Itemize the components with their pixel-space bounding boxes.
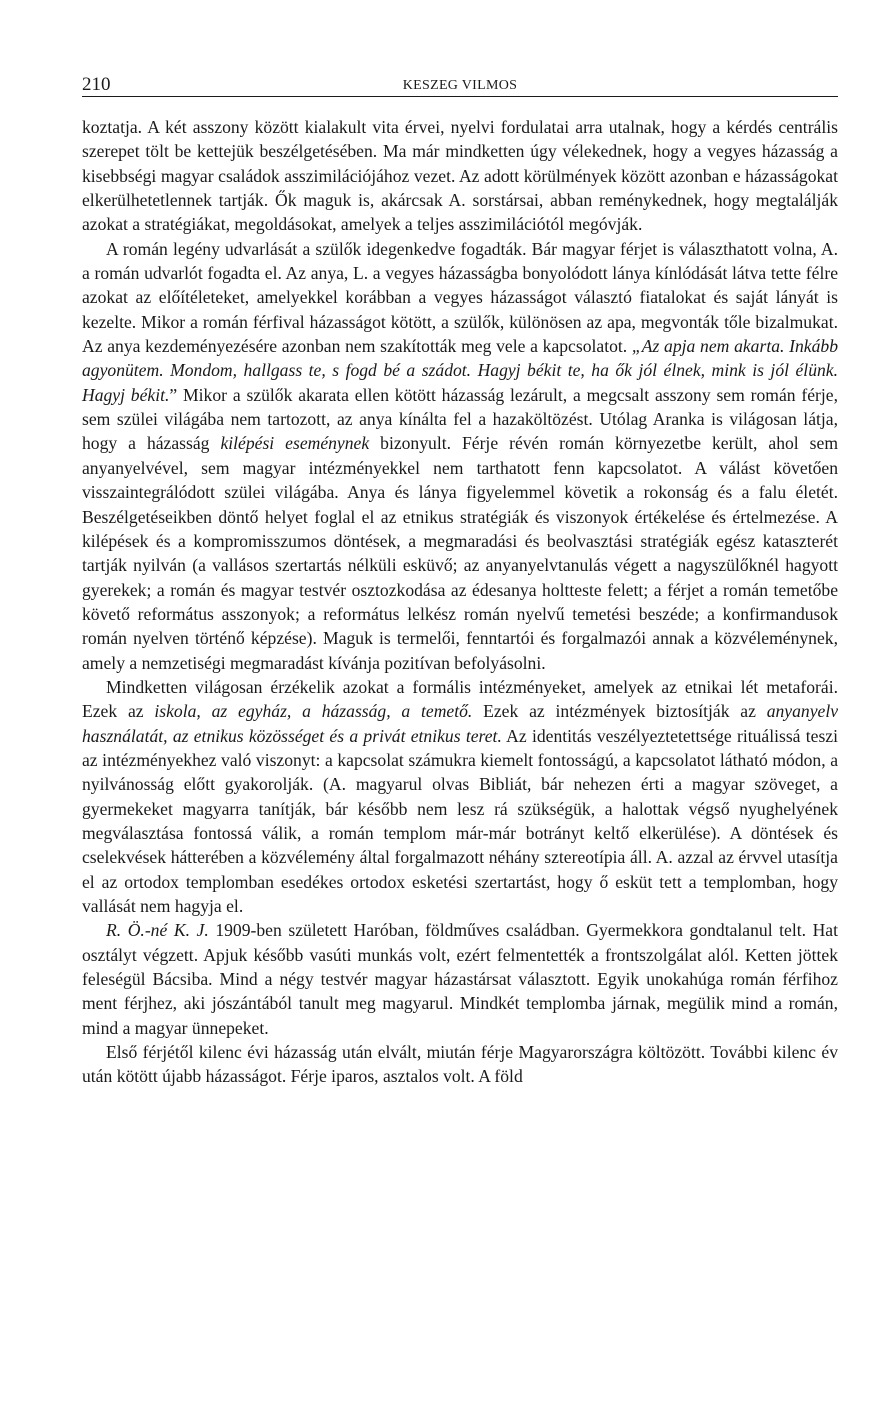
text-run: Első férjétől kilenc évi házasság után elvált, miután férje Magyarországra költözött. További kilenc év után kötött újabb házasságot. Férje iparos, asztalos volt. A föld [82,1042,838,1087]
page-header [82,68,838,97]
italic-text-run: anyanyelv használatát, az etnikus közösséget és a privát etnikus teret. [82,701,839,746]
running-head: KESZEG VILMOS [402,78,518,93]
body-text [82,115,838,1089]
text-run: bizonyult. Férje révén román környezetbe került, ahol sem anyanyelvével, sem magyar intézményekkel nem tarthatott fenn kapcsolatot. A válást követően visszaintegrálódott szülei világába. Anya és lánya figyelemmel követik a rokonság és a falu életét. Beszélgetéseikben döntő helyet foglal el az etnikus stratégiák és viszonyok értékelése és értelmezése. A kilépések és a kompromisszumos döntések, a megmaradási és beolvasztási stratégiák egész kataszterét tartják nyilván (a vallásos szertartás nélküli esküvő; az anyanyelvtanulás végett a nagyszülőknél hagyott gyerekek; a román és magyar testvér osztozkodása az édesanya holtteste felett; a férjet a román temetőbe követő református asszonyok; a református lelkész román nyelvű temetési beszéde; a konfirmandusok román nyelven történő képzése). Maguk is termelői, fenntartói és forgalmazói annak a közvéleménynek, amely a nemzetiségi megmaradást kívánja pozitívan befolyásolni. [82,433,839,673]
book-page [82,68,838,1089]
paragraph [82,237,838,675]
text-run: Mindketten világosan érzékelik azokat a formális intézményeket, amelyek az etnikai lét metaforái. Ezek az [82,676,838,722]
paragraph [82,1040,838,1089]
text-run: Az identitás veszélyeztetettsége rituálissá teszi az intézményekhez való viszonyt: a kapcsolat számukra kiemelt fontosságú, a kapcsolatot látható módon, a nyilvánosság előtt gyakorolják. (A. magyarul olvas Bibliát, bár nehezen érti a magyar szöveget, a gyermekeket magyarra tanítják, bár később nem lesz rá szükségük, a halottak végső nyughelyének megválasztása fontossá válik, a román templom már-már botrányt keltő elkerülése). A döntések és cselekvések hátterében a közvélemény által forgalmazott néhány sztereotípia áll. A. azzal az érvvel utasítja el az ortodox templomban esedékes ortodox esketési szertartást, hogy ő esküt tett a templomban, hogy vallását nem hagyja el. [82,725,839,916]
italic-text-run: iskola, az egyház, a házasság, a temető. [154,701,473,722]
paragraph [82,675,838,918]
text-run: A román legény udvarlását a szülők idegenkedve fogadták. Bár magyar férjet is választhatott volna, A. a román udvarlót fogadta el. Az anya, L. a vegyes házasságba bonyolódott lánya kínlódását látva tette félre azokat az előítéleteket, amelyekkel korábban a vegyes házasságot választó fiatalokat és saját lányát is kezelte. Mikor a román férfival házasságot kötött, a szülők, különösen az apa, megvonták tőle bizalmukat. Az anya kezdeményezésére azonban nem szakították meg vele a kapcsolatot. [82,238,838,357]
italic-text-run: R. Ö.-né K. J. [106,920,209,941]
text-run: koztatja. A két asszony között kialakult vita érvei, nyelvi fordulatai arra utalnak, hogy a kérdés centrális szerepet tölt be kettejük beszélgetésében. Ma már mindketten úgy vélekednek, hogy a vegyes házasság a kisebbségi magyar családok asszimilációjához vezet. Az adott körülmények között azonban e házasságokat elkerülhetetlennek tartják. Ők maguk is, akárcsak A. sorstársai, abban reménykednek, hogy megtalálják azokat a stratégiákat, megoldásokat, amelyek a teljes asszimilációtól megóvják. [82,117,838,235]
text-run: ” Mikor a szülők akarata ellen kötött házasság lezárult, a megcsalt asszony sem román férje, sem szülei világába nem tartozott, az anya kínálta fel a hazaköltözést. Utólag Aranka is világosan látja, hogy a házasság [82,384,839,454]
page-number: 210 [82,74,111,95]
paragraph [82,115,838,237]
italic-text-run: „Az apja nem akarta. Inkább agyonütem. Mondom, hallgass te, s fogd bé a szádot. Hagyj békit te, ha ők jól élnek, mink is jól élünk. Hagyj békit. [82,336,838,405]
text-run: Ezek az intézmények biztosítják az [472,701,767,722]
italic-text-run: kilépési eseménynek [220,433,370,454]
paragraph [82,918,838,1040]
text-run: 1909-ben született Haróban, földműves családban. Gyermekkora gondtalanul telt. Hat osztályt végzett. Apjuk később vasúti munkás volt, ezért felmentették a frontszolgálat alól. Ketten jöttek feleségül Bácsiba. Mind a négy testvér magyar házastársat választott. Egyik unokahúga román férfihoz ment férjhez, aki jószántából tanult meg magyarul. Mindkét templomba járnak, megülik mind a román, mind a magyar ünnepeket. [82,920,838,1038]
